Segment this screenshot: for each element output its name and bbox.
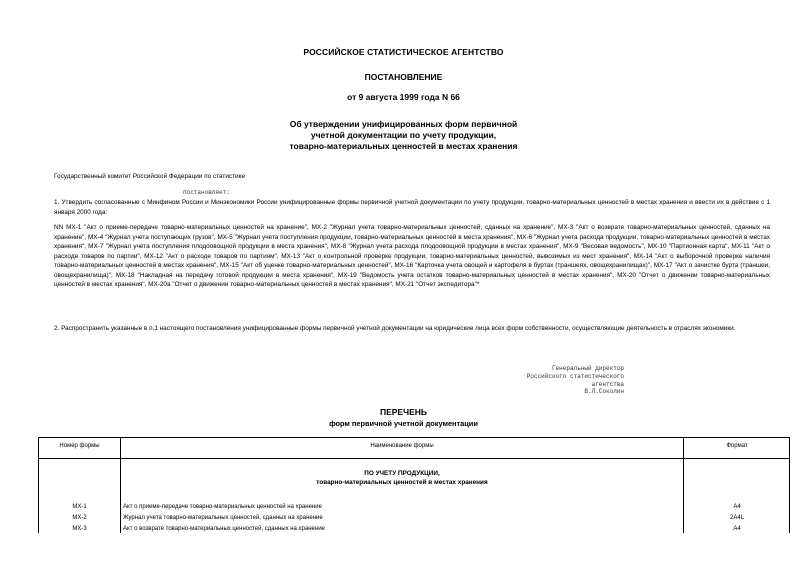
subject-line: Об утверждении унифицированных форм первичной xyxy=(289,119,518,129)
paragraph-1: 1. Утвердить согласованные с Минфином России и Минэкономики России унифицированные формы первичной учетной документации по учету продукции, товарно-материальных ценностей в местах хранения и ввести их в действие с 1 января 2000 года: xyxy=(54,199,770,216)
document-subject xyxy=(0,119,807,152)
subject-line: товарно-материальных ценностей в местах хранения xyxy=(289,141,518,151)
section-title-line: ПО УЧЕТУ ПРОДУКЦИИ, xyxy=(364,470,440,477)
signature-block xyxy=(512,365,624,396)
row-name: Акт о возврате товарно-материальных ценностей, сданных на хранение xyxy=(123,526,325,532)
subject-line: учетной документации по учету продукции, xyxy=(310,130,497,140)
list-subtitle: форм первичной учетной документации xyxy=(329,419,478,428)
table-section-title xyxy=(121,469,683,487)
paragraph-2: 2. Распространить указанные в п.1 настоящего постановления унифицированные формы первичной учетной документации на юридические лица всех форм собственности, осуществляющие деятельность в отраслях экономики. xyxy=(54,325,736,332)
signature-line: агентства xyxy=(591,380,624,388)
table-row xyxy=(39,502,789,512)
row-format: А4 xyxy=(733,504,741,510)
row-format: А4 xyxy=(733,526,741,532)
column-header-number: Номер формы xyxy=(59,443,100,449)
row-name: Акт о приеме-передаче товарно-материальных ценностей на хранение xyxy=(123,504,322,510)
row-number: МХ-2 xyxy=(72,515,87,521)
signature-line: Генеральный директор xyxy=(551,365,624,372)
forms-table xyxy=(38,437,790,533)
section-title-line: товарно-материальных ценностей в местах хранения xyxy=(316,479,488,486)
row-name: Журнал учета товарно-материальных ценностей, сданных на хранение xyxy=(123,515,323,521)
document-type: ПОСТАНОВЛЕНИЕ xyxy=(364,72,443,82)
agency-name: РОССИЙСКОЕ СТАТИСТИЧЕСКОЕ АГЕНТСТВО xyxy=(303,47,504,57)
row-number: МХ-1 xyxy=(72,504,87,510)
row-number: МХ-3 xyxy=(72,526,87,532)
forms-list-paragraph: NN МХ-1 "Акт о приеме-передаче товарно-материальных ценностей на хранение", МХ-2 "Журнал учета товарно-материальных ценностей, сданных на хранение", МХ-3 "Акт о возврате товарно-материальных ценностей, сданных на хранение", МХ-4 "Журнал учета поступающих грузов", МХ-5 "Журнал учета поступления продукции, товарно-материальных ценностей в места хранения", МХ-6 "Журнал учета расхода продукции, товарно-материальных ценностей в местах хранения", МХ-7 "Журнал учета поступления плодоовощной продукции в места хранения", МХ-8 "Журнал учета расхода плодоовощной продукции в местах хранения", МХ-9 "Весовая ведомость", МХ-10 "Партионная карта", МХ-11 "Акт о расходе товаров по партии", МХ-12 "Акт о расходе товаров по партиям", МХ-13 "Акт о контрольной проверке продукции, товарно-материальных ценностей, вывозимых из мест хранения", МХ-14 "Акт о выборочной проверке наличия товарно-материальных ценностей в местах хранения", МХ-15 "Акт об уценке товарно-материальных ценностей", МХ-16 "Карточка учета овощей и картофеля в буртах (траншеях, овощехранилищах)", МХ-17 "Акт о зачистке бурта (траншеи, овощехранилища)", МХ-18 "Накладная на передачу готовой продукции в места хранения", МХ-19 "Ведомость учета остатков товарно-материальных ценностей в местах хранения", МХ-20 "Отчет о движении товарно-материальных ценностей в местах хранения", МХ-20а "Отчет о движении товарно-материальных ценностей в местах хранения", МХ-21 "Отчет экспедитора"* xyxy=(54,224,770,288)
decrees-text: постановляет: xyxy=(183,189,230,196)
table-row xyxy=(39,524,789,534)
table-row xyxy=(39,513,789,523)
column-header-name: Наименование формы xyxy=(370,443,434,449)
document-date: от 9 августа 1999 года N 66 xyxy=(347,92,460,102)
issuer-text: Государственный комитет Российской Федерации по статистике xyxy=(54,173,246,180)
signature-line: Российского статистического xyxy=(526,372,624,380)
column-header-format: Формат xyxy=(726,443,748,449)
list-title: ПЕРЕЧЕНЬ xyxy=(379,407,427,417)
signature-line: В.Л.Соколин xyxy=(584,388,624,396)
row-format: 2А4L xyxy=(729,515,744,521)
table-header-divider xyxy=(39,458,789,459)
